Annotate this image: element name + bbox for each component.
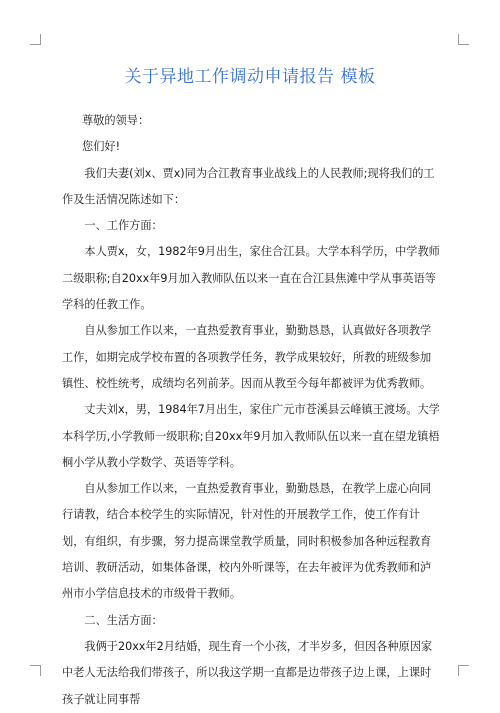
document-title: 关于异地工作调动申请报告 模板 xyxy=(124,67,376,87)
paragraph-self-work: 自从参加工作以来，一直热爱教育事业，勤勤恳恳，认真做好各项教学工作，如期完成学校布置的各项教学任务，教学成果较好，所教的班级参加镇性、校性统考，成绩均名列前茅。因而从教至今每年都被评为优秀教师。 xyxy=(62,324,432,390)
intro-paragraph: 我们夫妻(刘x、贾x)同为合江教育事业战线上的人民教师;现将我们的工作及生活情况陈述如下： xyxy=(62,166,435,206)
paragraph-husband-intro: 丈夫刘x，男，1984年7月出生，家住广元市苍溪县云峰镇王渡场。大学本科学历,小学教师一级职称;自20xx年9月加入教师队伍以来一直在望龙镇梧桐小学从教小学数学、英语等学科。 xyxy=(62,403,440,469)
page-corner-mark-bottom-right xyxy=(458,665,469,676)
page-corner-mark-top-left xyxy=(30,34,41,45)
paragraph-husband-work: 自从参加工作以来，一直热爱教育事业，勤勤恳恳，在教学上虚心向同行请教，结合本校学生的实际情况，针对性的开展教学工作，使工作有计划，有组织，有步骤，努力提高课堂教学质量，同时积极参加各种远程教育培训、教研活动，如集体备课，校内外听课等，在去年被评为优秀教师和泸州市小学信息技术的市级骨干教师。 xyxy=(62,482,432,601)
document-body xyxy=(62,108,442,713)
section-heading-life: 二、生活方面： xyxy=(84,613,163,627)
page-corner-mark-top-right xyxy=(458,34,469,45)
salutation: 尊敬的领导： xyxy=(82,114,150,127)
paragraph-life: 我俩于20xx年2月结婚，现生育一个小孩，才半岁多，但因各种原因家中老人无法给我们带孩子，所以我这学期一直都是边带孩子边上课，上课时孩子就让同事帮 xyxy=(62,639,433,706)
section-heading-work: 一、工作方面： xyxy=(84,219,163,233)
greeting: 您们好! xyxy=(82,140,121,154)
page-corner-mark-bottom-left xyxy=(30,665,41,676)
paragraph-self-intro: 本人贾x，女，1982年9月出生，家住合江县。大学本科学历，中学教师二级职称;自20xx年9月加入教师队伍以来一直在合江县焦滩中学从事英语等学科的任教工作。 xyxy=(62,245,440,312)
